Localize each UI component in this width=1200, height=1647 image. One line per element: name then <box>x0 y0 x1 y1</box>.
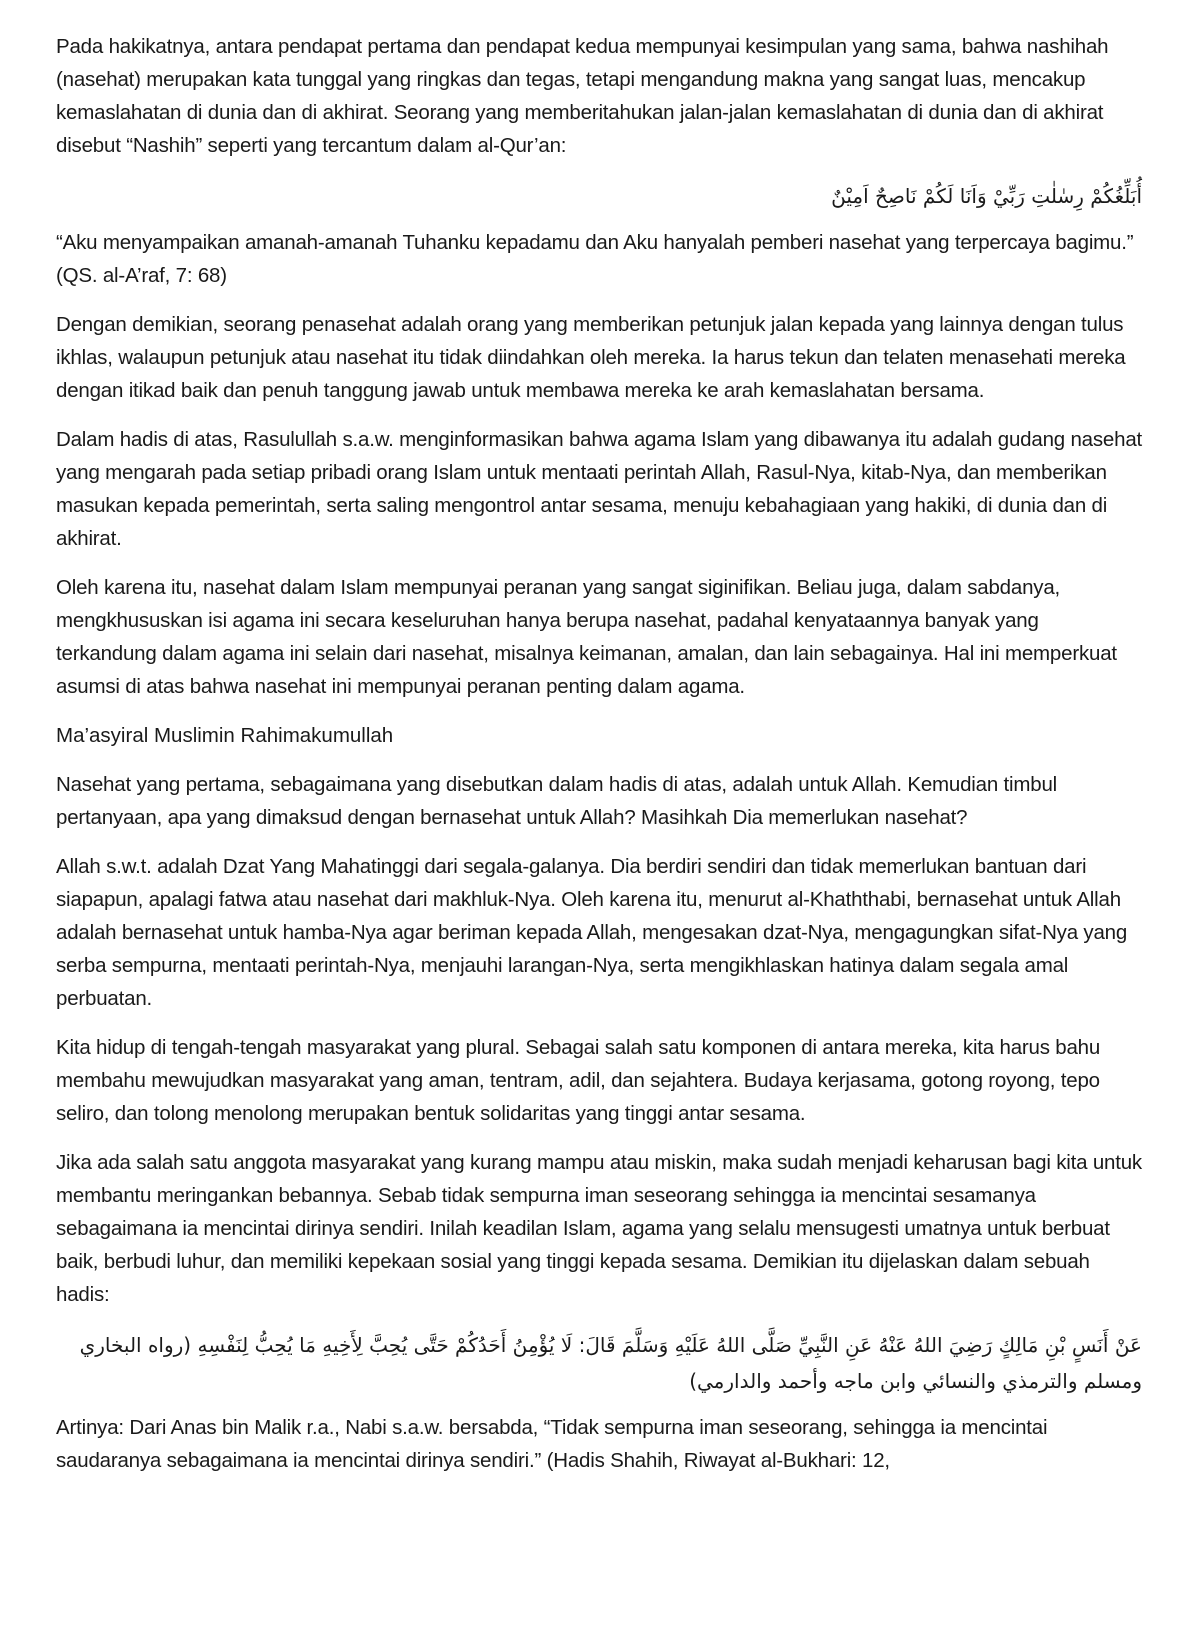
paragraph-1: Pada hakikatnya, antara pendapat pertama dan pendapat kedua mempunyai kesimpulan yang sama, bahwa nashihah (nasehat) merupakan kata tunggal yang ringkas dan tegas, tetapi mengandung makna yang sangat luas, mencakup kemaslahatan di dunia dan di akhirat. Seorang yang memberitahukan jalan-jalan kemaslahatan di dunia dan di akhirat disebut “Nashih” seperti yang tercantum dalam al-Qur’an: <box>56 35 1109 157</box>
verse-translation: “Aku menyampaikan amanah-amanah Tuhanku kepadamu dan Aku hanyalah pemberi nasehat yang terpercaya bagimu.” (QS. al-A’raf, 7: 68) <box>56 231 1134 287</box>
paragraph-6: Nasehat yang pertama, sebagaimana yang disebutkan dalam hadis di atas, adalah untuk Allah. Kemudian timbul pertanyaan, apa yang dimaksud dengan bernasehat untuk Allah? Masihkah Dia memerlukan nasehat? <box>56 773 1058 829</box>
section-heading: Ma’asyiral Muslimin Rahimakumullah <box>56 724 394 747</box>
arabic-verse: أُبَلِّغُكُمْ رِسٰلٰتِ رَبِّيْ وَاَنَا لَكُمْ نَاصِحٌ اَمِيْنٌ <box>831 184 1142 208</box>
paragraph-8: Kita hidup di tengah-tengah masyarakat yang plural. Sebagai salah satu komponen di antara mereka, kita harus bahu membahu mewujudkan masyarakat yang aman, tentram, adil, dan sejahtera. Budaya kerjasama, gotong royong, tepo seliro, dan tolong menolong merupakan bentuk solidaritas yang tinggi antar sesama. <box>56 1036 1101 1125</box>
arabic-hadith: عَنْ أَنَسٍ بْنِ مَالِكٍ رَضِيَ اللهُ عَنْهُ عَنِ النَّبِيِّ صَلَّى اللهُ عَلَيْهِ وَسَلَّمَ قَالَ: لَا يُؤْمِنُ أَحَدُكُمْ حَتَّى يُحِبَّ لِأَخِيهِ مَا يُحِبُّ لِنَفْسِهِ (رواه البخاري ومسلم والترمذي والنسائي وابن ماجه وأحمد والدارمي) <box>79 1333 1142 1393</box>
paragraph-4: Dalam hadis di atas, Rasulullah s.a.w. menginformasikan bahwa agama Islam yang dibawanya itu adalah gudang nasehat yang mengarah pada setiap pribadi orang Islam untuk mentaati perintah Allah, Rasul-Nya, kitab-Nya, dan memberikan masukan kepada pemerintah, serta saling mengontrol antar sesama, menuju kebahagiaan yang hakiki, di dunia dan di akhirat. <box>56 428 1143 550</box>
paragraph-9: Jika ada salah satu anggota masyarakat yang kurang mampu atau miskin, maka sudah menjadi keharusan bagi kita untuk membantu meringankan bebannya. Sebab tidak sempurna iman seseorang sehingga ia mencintai sesamanya sebagaimana ia mencintai dirinya sendiri. Inilah keadilan Islam, agama yang selalu mensugesti umatnya untuk berbuat baik, berbudi luhur, dan memiliki kepekaan sosial yang tinggi kepada sesama. Demikian itu dijelaskan dalam sebuah hadis: <box>56 1151 1142 1306</box>
paragraph-5: Oleh karena itu, nasehat dalam Islam mempunyai peranan yang sangat siginifikan. Beliau juga, dalam sabdanya, mengkhususkan isi agama ini secara keseluruhan hanya berupa nasehat, padahal kenyataannya banyak yang terkandung dalam agama ini selain dari nasehat, misalnya keimanan, amalan, dan lain sebagainya. Hal ini memperkuat asumsi di atas bahwa nasehat ini mempunyai peranan penting dalam agama. <box>56 576 1117 698</box>
hadith-translation: Artinya: Dari Anas bin Malik r.a., Nabi s.a.w. bersabda, “Tidak sempurna iman seseorang, sehingga ia mencintai saudaranya sebagaimana ia mencintai dirinya sendiri.” (Hadis Shahih, Riwayat al-Bukhari: 12, <box>56 1416 1048 1472</box>
paragraph-7: Allah s.w.t. adalah Dzat Yang Mahatinggi dari segala-galanya. Dia berdiri sendiri dan tidak memerlukan bantuan dari siapapun, apalagi fatwa atau nasehat dari makhluk-Nya. Oleh karena itu, menurut al-Khaththabi, bernasehat untuk Allah adalah bernasehat untuk hamba-Nya agar beriman kepada Allah, mengesakan dzat-Nya, mengagungkan sifat-Nya yang serba sempurna, mentaati perintah-Nya, menjauhi larangan-Nya, serta mengikhlaskan hatinya dalam segala amal perbuatan. <box>56 855 1128 1010</box>
paragraph-3: Dengan demikian, seorang penasehat adalah orang yang memberikan petunjuk jalan kepada yang lainnya dengan tulus ikhlas, walaupun petunjuk atau nasehat itu tidak diindahkan oleh mereka. Ia harus tekun dan telaten menasehati mereka dengan itikad baik dan penuh tanggung jawab untuk membawa mereka ke arah kemaslahatan bersama. <box>56 313 1126 402</box>
